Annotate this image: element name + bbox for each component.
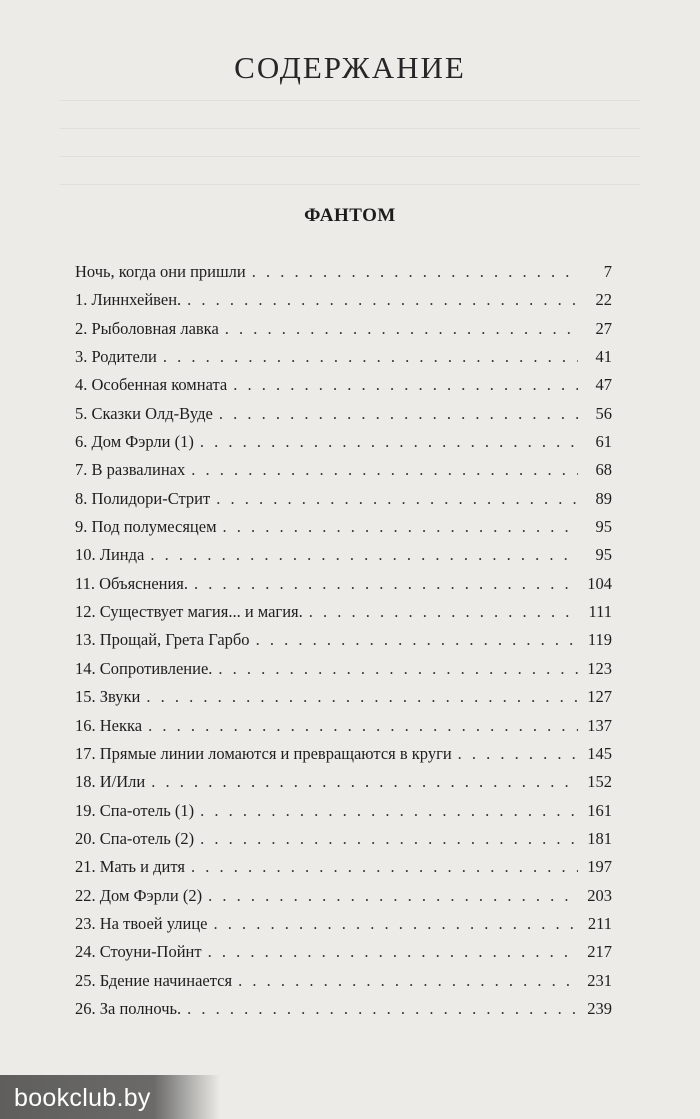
toc-entry-title: 16. Некка — [75, 715, 143, 735]
toc-entry-title: 10. Линда — [75, 545, 145, 565]
toc-entry-title: 18. И/Или — [75, 772, 146, 792]
toc-dot-leader — [256, 626, 578, 654]
toc-entry — [75, 797, 612, 825]
toc-entry-page-number: 68 — [595, 460, 612, 480]
toc-entry — [75, 825, 612, 853]
page-title: СОДЕРЖАНИЕ — [234, 50, 466, 85]
toc-entry-title: 24. Стоуни-Пойнт — [75, 942, 202, 962]
toc-entry-title: 3. Родители — [75, 347, 157, 367]
toc-entry-title: 8. Полидори-Стрит — [75, 488, 211, 508]
watermark-text: bookclub.by — [14, 1084, 151, 1112]
toc-entry-page-number: 152 — [587, 772, 612, 792]
toc-entry — [75, 768, 612, 796]
toc-entry-page-number: 89 — [595, 488, 612, 508]
toc-dot-leader — [208, 938, 578, 966]
toc-entry — [75, 910, 612, 938]
toc-entry-title: Ночь, когда они пришли — [75, 262, 246, 281]
toc-entry — [75, 258, 612, 286]
toc-entry-page-number: 104 — [587, 573, 612, 593]
toc-entry-title: 13. Прощай, Грета Гарбо — [75, 630, 250, 650]
toc-entry-page-number: 27 — [595, 318, 612, 338]
toc-entry-title: 2. Рыболовная лавка — [75, 318, 219, 338]
toc-dot-leader — [187, 995, 578, 1023]
toc-entry-title: 14. Сопротивление. — [75, 658, 213, 678]
toc-entry-page-number: 7 — [603, 262, 612, 281]
toc-entry — [75, 938, 612, 966]
toc-entry-page-number: 95 — [595, 545, 612, 565]
toc-dot-leader — [223, 513, 578, 541]
toc-entry-page-number: 239 — [587, 998, 612, 1018]
toc-entry-title: 6. Дом Фэрли (1) — [75, 432, 194, 452]
toc-entry-page-number: 217 — [587, 942, 612, 962]
toc-entry — [75, 371, 612, 399]
toc-entry-page-number: 111 — [588, 602, 612, 622]
toc-entry-page-number: 123 — [587, 658, 612, 678]
toc-dot-leader — [194, 570, 578, 598]
toc-dot-leader — [163, 343, 578, 371]
toc-dot-leader — [191, 456, 578, 484]
toc-entry-title: 1. Линнхейвен. — [75, 290, 182, 310]
toc-dot-leader — [458, 740, 578, 768]
toc-dot-leader — [216, 485, 578, 513]
toc-entry — [75, 286, 612, 314]
toc-dot-leader — [187, 286, 578, 314]
toc-entry-page-number: 127 — [587, 687, 612, 707]
toc-entry-page-number: 61 — [595, 432, 612, 452]
toc-entry-title: 12. Существует магия... и магия. — [75, 602, 303, 622]
toc-entry-page-number: 161 — [587, 800, 612, 820]
toc-entry — [75, 967, 612, 995]
bleed-through-line — [60, 128, 640, 129]
toc-entry — [75, 343, 612, 371]
toc-entry-page-number: 47 — [595, 375, 612, 395]
toc-dot-leader — [200, 428, 578, 456]
toc-dot-leader — [150, 541, 578, 569]
toc-entry — [75, 712, 612, 740]
toc-entry-page-number: 95 — [595, 517, 612, 537]
toc-entry — [75, 655, 612, 683]
toc-dot-leader — [218, 655, 578, 683]
toc-entry-page-number: 211 — [587, 913, 612, 933]
table-of-contents — [75, 258, 612, 1023]
toc-entry — [75, 882, 612, 910]
section-title: ФАНТОМ — [304, 205, 396, 226]
toc-entry — [75, 456, 612, 484]
toc-entry — [75, 400, 612, 428]
toc-entry-title: 11. Объяснения. — [75, 573, 189, 593]
toc-entry — [75, 853, 612, 881]
toc-dot-leader — [146, 683, 578, 711]
toc-entry-title: 7. В развалинах — [75, 460, 186, 480]
toc-entry-title: 20. Спа-отель (2) — [75, 828, 195, 848]
toc-entry — [75, 428, 612, 456]
toc-entry — [75, 995, 612, 1023]
toc-entry — [75, 683, 612, 711]
watermark — [0, 1075, 220, 1119]
toc-entry-page-number: 137 — [587, 715, 612, 735]
toc-entry — [75, 740, 612, 768]
toc-entry-page-number: 22 — [595, 290, 612, 310]
toc-dot-leader — [191, 853, 578, 881]
toc-entry-title: 21. Мать и дитя — [75, 857, 185, 877]
bleed-through-line — [60, 156, 640, 157]
toc-dot-leader — [200, 825, 578, 853]
toc-entry — [75, 315, 612, 343]
toc-entry-page-number: 203 — [587, 885, 612, 905]
toc-dot-leader — [208, 882, 578, 910]
bleed-through-line — [60, 184, 640, 185]
toc-dot-leader — [200, 797, 578, 825]
toc-entry-page-number: 197 — [587, 857, 612, 877]
toc-dot-leader — [151, 768, 578, 796]
toc-entry — [75, 626, 612, 654]
toc-dot-leader — [233, 371, 578, 399]
toc-entry-title: 5. Сказки Олд-Вуде — [75, 403, 213, 423]
toc-dot-leader — [238, 967, 578, 995]
toc-entry-title: 9. Под полумесяцем — [75, 517, 217, 537]
toc-entry-title: 15. Звуки — [75, 687, 141, 707]
toc-dot-leader — [148, 712, 578, 740]
toc-entry-page-number: 145 — [587, 743, 612, 763]
toc-entry-title: 19. Спа-отель (1) — [75, 800, 195, 820]
bleed-through-line — [60, 100, 640, 101]
toc-dot-leader — [219, 400, 578, 428]
toc-entry-page-number: 181 — [587, 828, 612, 848]
toc-entry — [75, 541, 612, 569]
toc-entry-page-number: 56 — [595, 403, 612, 423]
toc-dot-leader — [309, 598, 578, 626]
toc-entry-page-number: 231 — [587, 970, 612, 990]
toc-entry-title: 4. Особенная комната — [75, 375, 228, 395]
toc-entry — [75, 513, 612, 541]
toc-entry-title: 22. Дом Фэрли (2) — [75, 885, 203, 905]
toc-dot-leader — [213, 910, 578, 938]
toc-entry — [75, 570, 612, 598]
toc-entry-title: 17. Прямые линии ломаются и превращаются в круги — [75, 743, 452, 763]
toc-entry-title: 25. Бдение начинается — [75, 970, 233, 990]
toc-entry-title: 26. За полночь. — [75, 998, 182, 1018]
toc-dot-leader — [225, 315, 578, 343]
toc-entry-page-number: 41 — [595, 347, 612, 367]
toc-entry — [75, 598, 612, 626]
toc-entry-page-number: 119 — [587, 630, 612, 650]
toc-entry-title: 23. На твоей улице — [75, 913, 208, 933]
toc-dot-leader — [252, 258, 578, 286]
toc-entry — [75, 485, 612, 513]
